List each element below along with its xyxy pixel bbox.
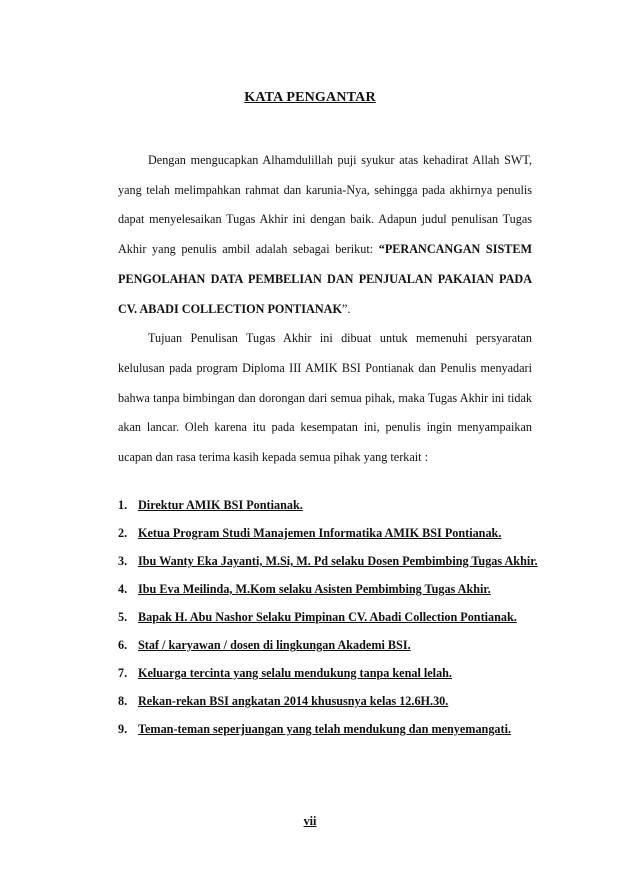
list-item-number: 6.: [118, 638, 128, 652]
list-item-number: 7.: [118, 666, 128, 680]
list-item-text: Ibu Eva Meilinda, M.Kom selaku Asisten Pembimbing Tugas Akhir.: [138, 582, 491, 596]
list-item-text: Ibu Wanty Eka Jayanti, M.Si, M. Pd selaku Dosen Pembimbing Tugas Akhir.: [138, 554, 538, 568]
paragraph-purpose: Tujuan Penulisan Tugas Akhir ini dibuat untuk memenuhi persyaratan kelulusan pada program Diploma III AMIK BSI Pontianak dan Penulis menyadari bahwa tanpa bimbingan dan dorongan dari semua pihak, maka Tugas Akhir ini tidak akan lancar. Oleh karena itu pada kesempatan ini, penulis ingin menyampaikan ucapan dan rasa terima kasih kepada semua pihak yang terkait :: [118, 331, 532, 465]
acknowledgement-list: [118, 491, 548, 743]
body-text: [118, 146, 532, 473]
list-item-text: Rekan-rekan BSI angkatan 2014 khususnya kelas 12.6H.30.: [138, 694, 449, 708]
list-item-number: 8.: [118, 694, 128, 708]
list-item: [118, 659, 548, 687]
list-item: [118, 631, 548, 659]
list-item-text: Teman-teman seperjuangan yang telah mendukung dan menyemangati.: [138, 722, 512, 736]
list-item-number: 2.: [118, 526, 128, 540]
paragraph-intro-text: Dengan mengucapkan Alhamdulillah puji syukur atas kehadirat Allah SWT, yang telah melimpahkan rahmat dan karunia-Nya, sehingga pada akhirnya penulis dapat menyelesaikan Tugas Akhir ini dengan baik. Adapun judul penulisan Tugas Akhir yang penulis ambil adalah sebagai berikut:: [118, 153, 532, 257]
list-item-text: Keluarga tercinta yang selalu mendukung tanpa kenal lelah.: [138, 666, 452, 680]
page-title: KATA PENGANTAR: [244, 90, 376, 105]
list-item: [118, 603, 548, 631]
list-item-number: 9.: [118, 722, 128, 736]
list-item-number: 5.: [118, 610, 128, 624]
list-item: [118, 491, 548, 519]
list-item: [118, 687, 548, 715]
list-item-text: Ketua Program Studi Manajemen Informatika AMIK BSI Pontianak.: [138, 526, 502, 540]
list-item-number: 3.: [118, 554, 128, 568]
list-item: [118, 575, 548, 603]
list-item: [118, 715, 548, 743]
thesis-title: “PERANCANGAN SISTEM PENGOLAHAN DATA PEMBELIAN DAN PENJUALAN PAKAIAN PADA CV. ABADI COLLECTION PONTIANAK: [118, 242, 532, 316]
list-item: [118, 519, 548, 547]
page-number: vii: [303, 814, 317, 828]
list-item-text: Direktur AMIK BSI Pontianak.: [138, 498, 303, 512]
list-item-text: Bapak H. Abu Nashor Selaku Pimpinan CV. Abadi Collection Pontianak.: [138, 610, 517, 624]
paragraph-intro: [118, 146, 532, 324]
list-item-number: 4.: [118, 582, 128, 596]
thesis-title-closing: ”.: [341, 301, 351, 316]
list-item-text: Staf / karyawan / dosen di lingkungan Akademi BSI.: [138, 638, 411, 652]
list-item-number: 1.: [118, 498, 128, 512]
list-item: [118, 547, 548, 575]
